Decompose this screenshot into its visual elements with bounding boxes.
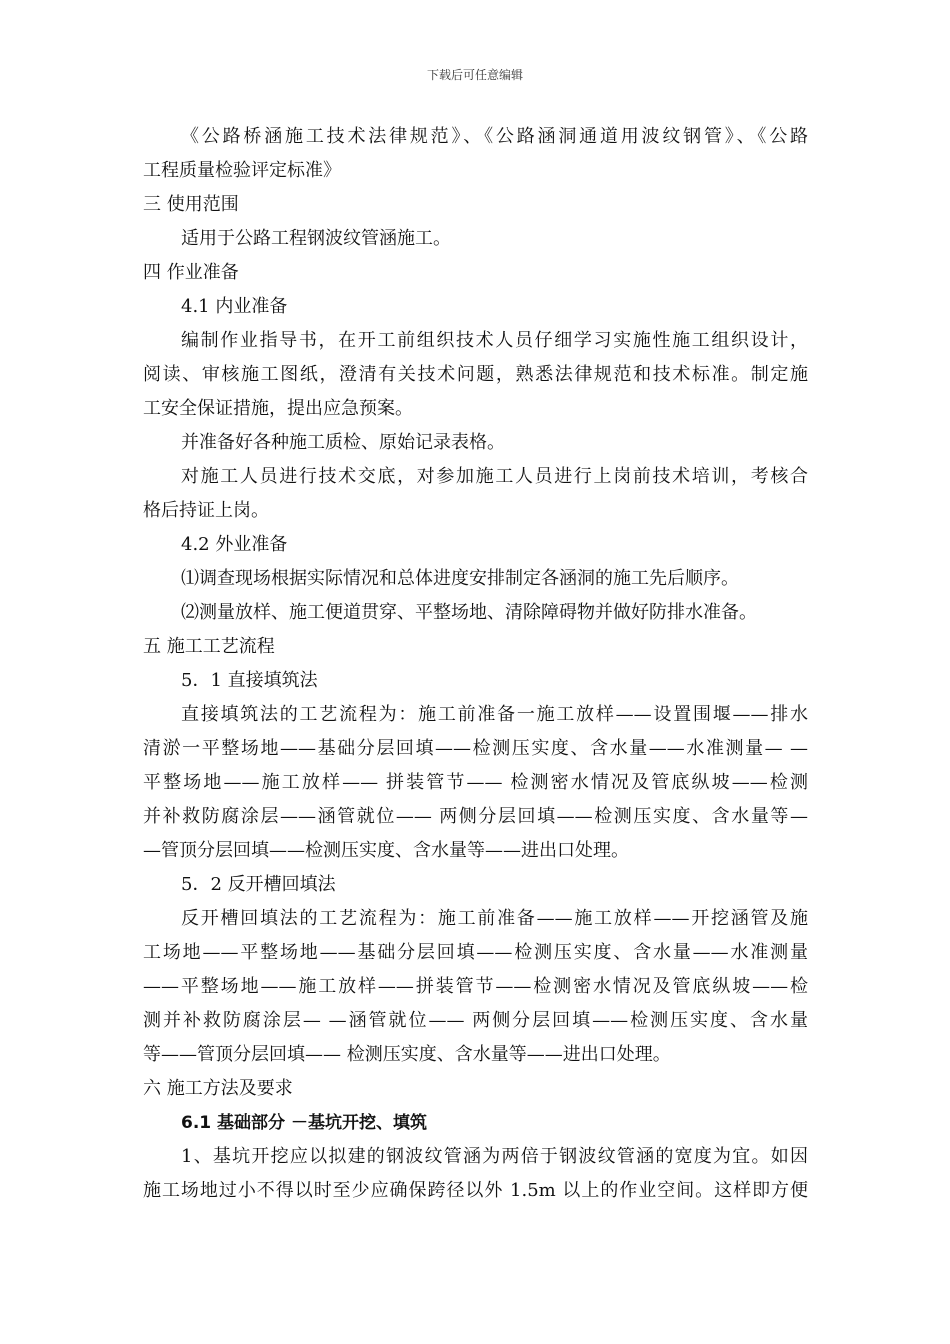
text-line: 4.1 内业准备 xyxy=(181,296,288,317)
text-line: 5．1 直接填筑法 xyxy=(181,670,318,691)
text-line: 编制作业指导书，在开工前组织技术人员仔细学习实施性施工组织设计， xyxy=(181,330,808,351)
text-line: 1、基坑开挖应以拟建的钢波纹管涵为两倍于钢波纹管涵的宽度为宜。如因 xyxy=(181,1146,808,1167)
text-line: 工程质量检验评定标准》 xyxy=(143,160,341,181)
text-line: 格后持证上岗。 xyxy=(143,500,269,521)
text-line: 直接填筑法的工艺流程为：施工前准备一施工放样——设置围堰——排水 xyxy=(181,704,808,725)
text-line: 适用于公路工程钢波纹管涵施工。 xyxy=(181,228,451,249)
text-line: 并补救防腐涂层——涵管就位—— 两侧分层回填——检测压实度、含水量等— xyxy=(143,806,808,827)
text-line: 等——管顶分层回填—— 检测压实度、含水量等——进出口处理。 xyxy=(143,1044,671,1065)
text-line: 对施工人员进行技术交底，对参加施工人员进行上岗前技术培训，考核合 xyxy=(181,466,808,487)
text-line: 并准备好各种施工质检、原始记录表格。 xyxy=(181,432,505,453)
page-header: 下载后可任意编辑 xyxy=(426,68,523,82)
text-line: 平整场地——施工放样—— 拼装管节—— 检测密水情况及管底纵坡——检测 xyxy=(143,772,808,793)
text-line: 施工场地过小不得以时至少应确保跨径以外 1.5m 以上的作业空间。这样即方便 xyxy=(143,1180,808,1201)
text-line: ⑵测量放样、施工便道贯穿、平整场地、清除障碍物并做好防排水准备。 xyxy=(181,602,757,623)
text-line: 四 作业准备 xyxy=(143,262,239,283)
text-line: 清淤一平整场地——基础分层回填——检测压实度、含水量——水准测量— — xyxy=(143,738,808,759)
text-line: 工场地——平整场地——基础分层回填——检测压实度、含水量——水准测量 xyxy=(143,942,808,963)
text-line: 《公路桥涵施工技术法律规范》、《公路涵洞通道用波纹钢管》、《公路 xyxy=(181,126,808,147)
text-line: —管顶分层回填——检测压实度、含水量等——进出口处理。 xyxy=(143,840,629,861)
text-line: 5．2 反开槽回填法 xyxy=(181,874,336,895)
text-line: 工安全保证措施，提出应急预案。 xyxy=(143,398,413,419)
text-line: 4.2 外业准备 xyxy=(181,534,288,555)
text-line: 六 施工方法及要求 xyxy=(143,1078,293,1099)
text-line: 反开槽回填法的工艺流程为：施工前准备——施工放样——开挖涵管及施 xyxy=(181,908,808,929)
text-line: ⑴调查现场根据实际情况和总体进度安排制定各涵洞的施工先后顺序。 xyxy=(181,568,739,589)
text-line: 三 使用范围 xyxy=(143,194,239,215)
text-line: 阅读、审核施工图纸，澄清有关技术问题，熟悉法律规范和技术标准。制定施 xyxy=(143,364,808,385)
text-line: 五 施工工艺流程 xyxy=(143,636,275,657)
document-body xyxy=(143,120,808,1208)
text-line: ——平整场地——施工放样——拼装管节——检测密水情况及管底纵坡——检 xyxy=(143,976,808,997)
text-line: 6.1 基础部分 －基坑开挖、填筑 xyxy=(181,1113,427,1133)
text-line: 测并补救防腐涂层— —涵管就位—— 两侧分层回填——检测压实度、含水量 xyxy=(143,1010,808,1031)
